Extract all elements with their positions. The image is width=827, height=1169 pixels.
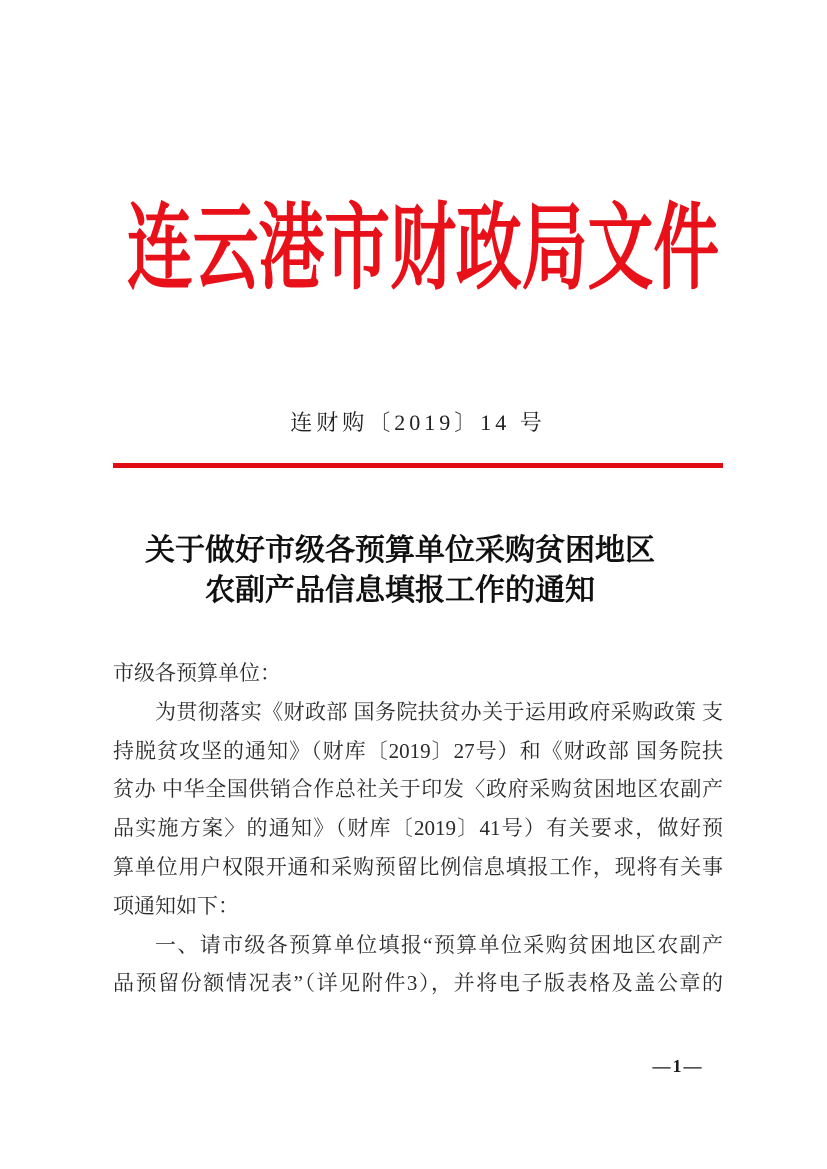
body-line: 品实施方案〉的通知》（财库〔2019〕41号）有关要求，做好预 [113,816,723,841]
document-number: 连财购〔2019〕14 号 [290,410,546,435]
body-line: 持脱贫攻坚的通知》（财库〔2019〕27号）和《财政部 国务院扶 [113,738,723,763]
body-line: 项通知如下： [113,893,239,918]
notice-title [95,531,705,611]
notice-title-line1: 关于做好市级各预算单位采购贫困地区 [145,534,655,567]
agency-title-text: 连云港市财政局文件 [126,197,720,301]
salutation-line: 市级各预算单位： [113,661,281,685]
body-line: 贫办 中华全国供销合作总社关于印发〈政府采购贫困地区农副产 [113,777,723,802]
page-number: —1— [652,1056,704,1076]
red-separator-line [113,463,723,468]
red-letterhead [0,197,827,301]
body-line: 为贯彻落实《财政部 国务院扶贫办关于运用政府采购政策 支 [155,699,723,724]
notice-title-line2: 农副产品信息填报工作的通知 [205,574,595,607]
body-line: 一、请市级各预算单位填报“预算单位采购贫困地区农副产 [155,932,723,957]
body-text [113,654,723,1003]
body-line: 算单位用户权限开通和采购预留比例信息填报工作，现将有关事 [113,854,723,879]
body-line: 品预留份额情况表”（详见附件3），并将电子版表格及盖公章的 [113,971,723,996]
